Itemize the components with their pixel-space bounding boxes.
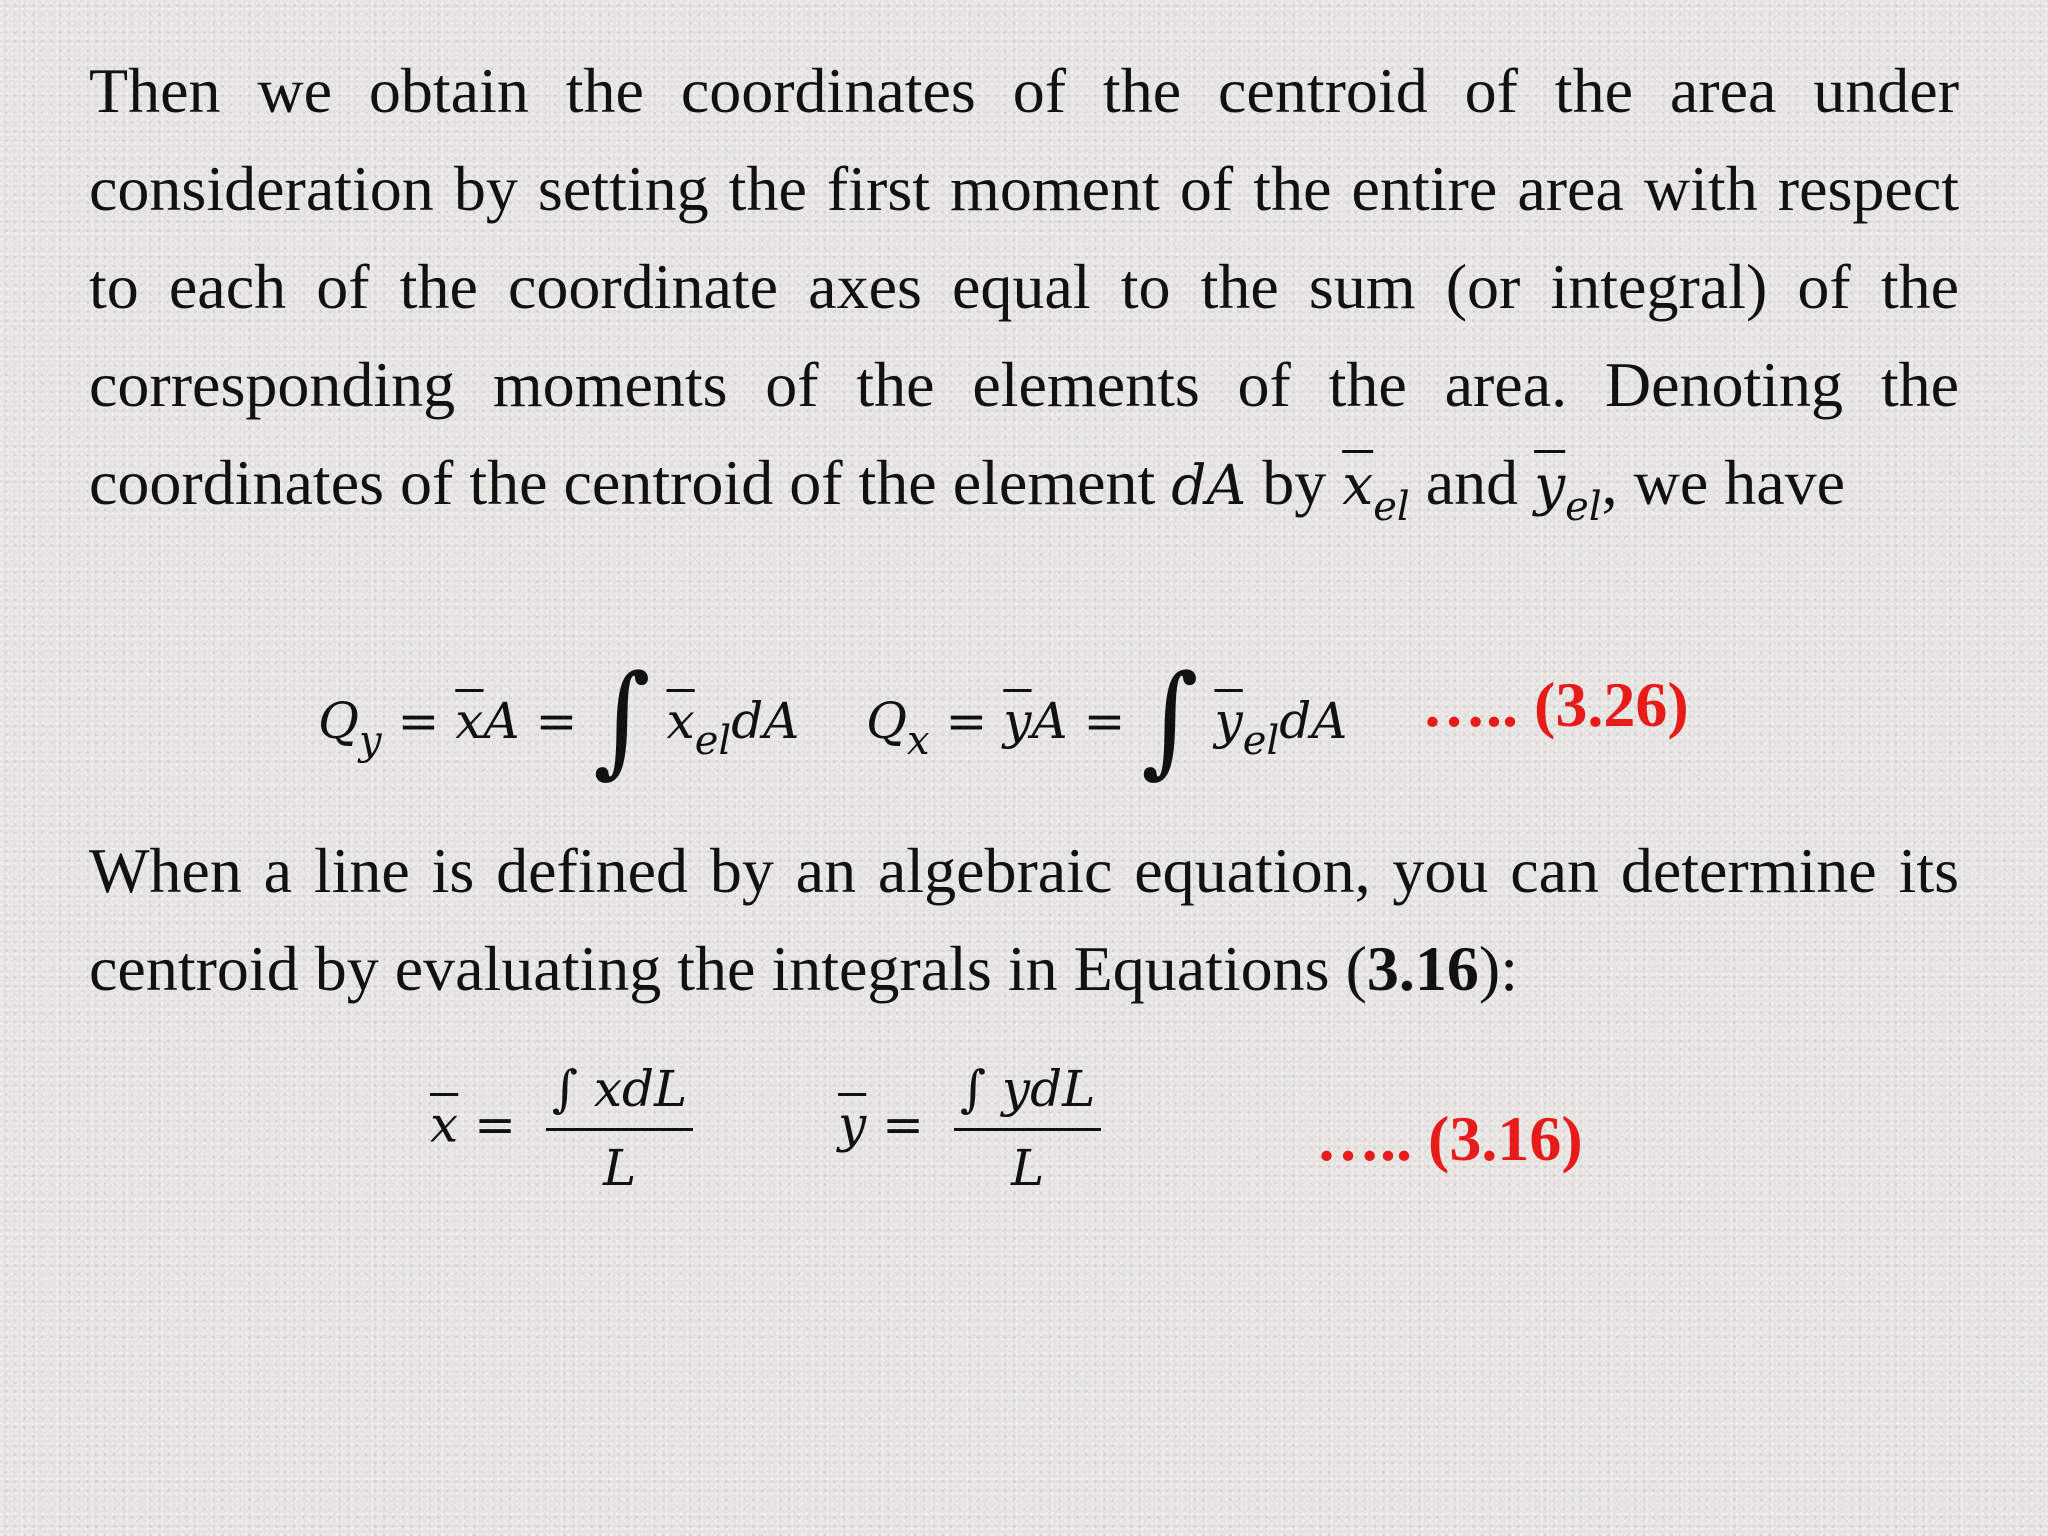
para1-and: and bbox=[1409, 447, 1535, 518]
equation-number-3-26: ….. (3.26) bbox=[1422, 669, 1689, 740]
symbol-ybar: $\overline{y}$ bbox=[1534, 453, 1566, 517]
symbol-dA: dA bbox=[1171, 453, 1247, 517]
subscript-el: el bbox=[1373, 484, 1410, 530]
equation-number-3-16: ….. (3.16) bbox=[1316, 1103, 1583, 1174]
symbol-xbar: $\overline{x}$ bbox=[1342, 453, 1374, 517]
para2-end: ): bbox=[1478, 933, 1518, 1004]
equation-reference: 3.16 bbox=[1366, 933, 1479, 1004]
paragraph-line-centroid bbox=[89, 822, 1959, 1018]
integral-sign: ∫ bbox=[1141, 648, 1199, 790]
equation-xbar: $\overline{x}$ = $\frac{\text{∫ xdL}}{L}$ bbox=[430, 1060, 693, 1197]
para1-text: Then we obtain the coordinates of the centroid of the area under consideration by setting the first moment of the entire area with respect to each of the coordinate axes equal to the sum (or integral) of the corresponding moments of the elements of the area. Denoting the coordinates of the centroid of the element bbox=[89, 55, 1959, 518]
para1-by: by bbox=[1246, 447, 1343, 518]
equation-Qy: $Q_y = \overline{x}A$ = ∫ $\overline{x}_{el}dA$ bbox=[318, 648, 800, 790]
para2-text: When a line is defined by an algebraic equation, you can determine its centroid by evaluating the integrals in Equations ( bbox=[89, 835, 1959, 1004]
integral-sign: ∫ bbox=[593, 648, 651, 790]
equation-ybar: $\overline{y}$ = $\frac{\text{∫ ydL}}{L}$ bbox=[838, 1060, 1101, 1197]
equation-Qx: $Q_x = \overline{y}A$ = ∫ $\overline{y}_{el}dA$ bbox=[866, 648, 1348, 790]
paragraph-centroid-area bbox=[89, 42, 1959, 556]
fraction-x: $\frac{\text{∫ xdL}}{L}$ bbox=[546, 1060, 693, 1197]
subscript-el: el bbox=[1565, 484, 1602, 530]
fraction-y: $\frac{\text{∫ ydL}}{L}$ bbox=[954, 1060, 1101, 1197]
para1-end: , we have bbox=[1601, 447, 1846, 518]
